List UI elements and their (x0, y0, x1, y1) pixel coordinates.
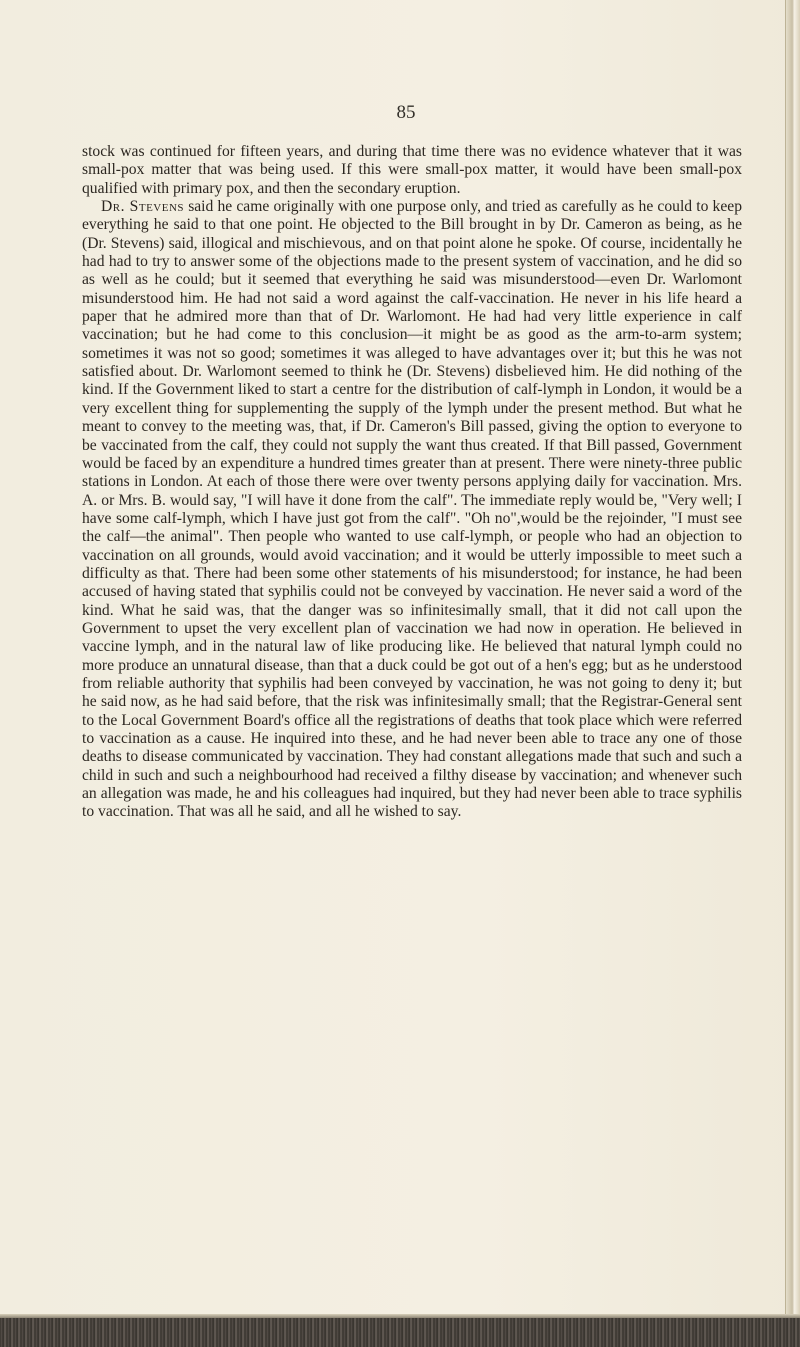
page-edge (785, 0, 800, 1347)
body-text (82, 143, 742, 822)
paragraph-body: said he came originally with one purpose only, and tried as carefully as he could to keep everything he said to that one point. He objected to the Bill brought in by Dr. Cameron as being, as he (Dr. Stevens) said, illogical and mischievous, and on that point alone he spoke. Of course, incidentally he had had to try to answer some of the objections made to the present system of vaccination, and he did so as well as he could; but it seemed that everything he said was misunderstood—even Dr. Warlomont misunderstood him. He had not said a word against the calf-vaccination. He never in his life heard a paper that he admired more than that of Dr. Warlomont. He had had very little experience in calf vaccination; but he had come to this conclusion—it might be as good as the arm-to-arm system; sometimes it was not so good; sometimes it was alleged to have advantages over it; but this he was not satisfied about. Dr. Warlomont seemed to think he (Dr. Stevens) disbelieved him. He did nothing of the kind. If the Government liked to start a centre for the distribution of calf-lymph in London, it would be a very excellent thing for supplementing the supply of the lymph under the present method. But what he meant to convey to the meeting was, that, if Dr. Cameron's Bill passed, giving the option to everyone to be vaccinated from the calf, they could not supply the want thus created. If that Bill passed, Government would be faced by an expenditure a hundred times greater than at present. There were ninety-three public stations in London. At each of those there were over twenty persons applying daily for vaccination. Mrs. A. or Mrs. B. would say, "I will have it done from the calf". The immediate reply would be, "Very well; I have some calf-lymph, which I have just got from the calf". "Oh no",would be the rejoinder, "I must see the calf—the animal". Then people who wanted to use calf-lymph, or people who had an objection to vaccination on all grounds, would avoid vaccination; and it would be utterly impossible to meet such a difficulty as that. There had been some other statements of his misunderstood; for instance, he had been accused of having stated that syphilis could not be conveyed by vaccination. He never said a word of the kind. What he said was, that the danger was so infinitesimally small, that it did not call upon the Government to upset the very excellent plan of vaccination we had now in operation. He believed in vaccine lymph, and in the natural law of like producing like. He believed that natural lymph could no more produce an unnatural disease, than that a duck could be got out of a hen's egg; but as he understood from reliable authority that syphilis had been conveyed by vaccination, he was not going to deny it; but he said now, as he had said before, that the risk was infinitesimally small; that the Registrar-General sent to the Local Government Board's office all the registrations of deaths that took place which were referred to vaccination as a cause. He inquired into these, and he had never been able to trace any one of those deaths to disease communicated by vaccination. They had constant allegations made that such and such a child in such and such a neighbourhood had received a filthy disease by vaccination; and whenever such an allegation was made, he and his colleagues had inquired, but they had never been able to trace syphilis to vaccination. That was all he said, and all he wished to say. (82, 198, 742, 821)
page-number: 85 (396, 102, 416, 123)
paragraph-continued: stock was continued for fifteen years, and during that time there was no evidence whatever that it was small-pox matter that was being used. If this were small-pox matter, it would have been small-pox qualified with primary pox, and then the secondary eruption. (82, 143, 742, 197)
speaker-name: Dr. Stevens (101, 198, 185, 216)
page-bottom-edge (0, 1318, 800, 1347)
paragraph-stevens (82, 198, 742, 822)
